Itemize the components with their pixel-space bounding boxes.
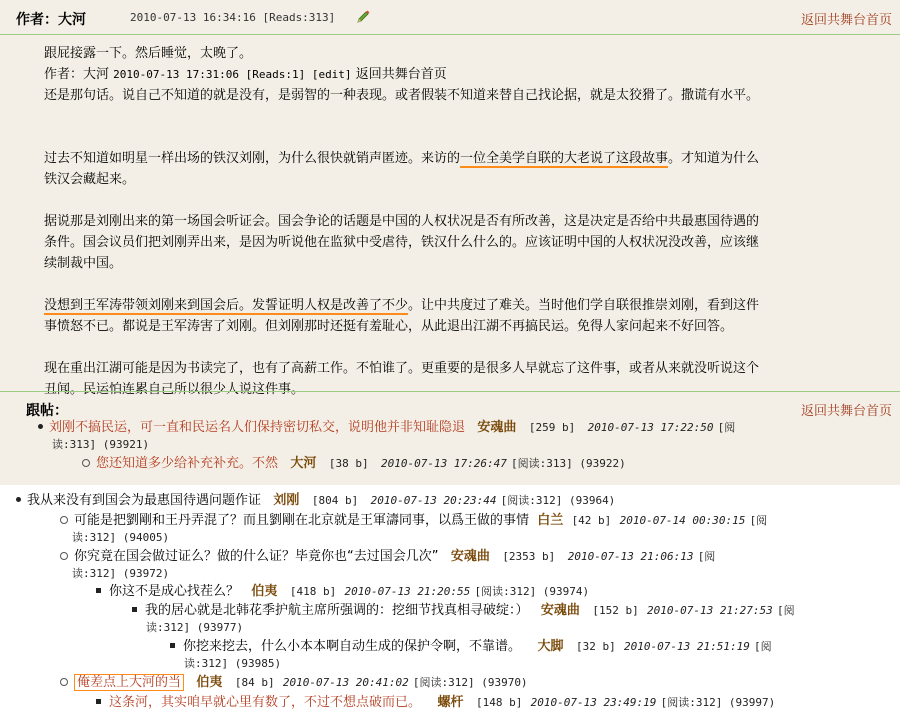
reply-title-link[interactable]: 这条河，其实咱早就心里有数了，不过不想点破而已。 <box>109 695 422 710</box>
reply-item <box>38 417 896 438</box>
reply-author: 刘刚 <box>273 493 300 508</box>
reply-item <box>60 546 896 567</box>
reply-author: 大河 <box>290 456 317 471</box>
reply-title-link[interactable]: 你挖来挖去，什么小本本啊自动生成的保护令啊，不靠谱。 <box>183 639 522 654</box>
reply-size: [152 b] <box>592 604 639 617</box>
reply-author: 大脚 <box>537 639 564 654</box>
section-divider <box>0 485 900 488</box>
byline-author: 作者：大河 <box>44 67 114 82</box>
bullet-icon <box>60 516 68 524</box>
reply-reads: [阅 <box>717 421 736 434</box>
reply-item <box>132 600 896 621</box>
back-to-home-link[interactable]: 返回共舞台首页 <box>800 404 892 419</box>
bullet-icon <box>60 678 68 686</box>
reply-reads-continued: 读:312] (94005) <box>72 531 170 544</box>
highlight-underline: 没想到王军涛带领刘刚来到国会后。发誓证明人权是改善了不少 <box>44 298 409 313</box>
bullet-icon <box>16 497 21 502</box>
reply-reads-continued: 读:312] (93977) <box>146 621 244 634</box>
reply-item <box>96 692 775 713</box>
reply-time: 2010-07-13 21:06:13 <box>567 550 694 563</box>
post-header <box>0 0 900 35</box>
body-paragraph: 铁汉会藏起来。 <box>44 172 136 187</box>
reply-reads-continued: 读:313] (93921) <box>52 438 150 451</box>
bullet-icon <box>96 588 101 593</box>
reply-size: [2353 b] <box>502 550 556 563</box>
back-to-home-link[interactable]: 返回共舞台首页 <box>800 13 892 28</box>
reply-title-link[interactable]: 我从来没有到国会为最惠国待遇问题作证 <box>27 493 262 508</box>
body-line: 还是那句话。说自己不知道的就是没有，是弱智的一种表现。或者假装不知道来替自己找论据，就是太狡猾了。撒谎有水平。 <box>44 88 760 103</box>
reply-item <box>96 581 589 602</box>
reply-author: 白兰 <box>537 513 564 528</box>
replies-label: 跟帖： <box>26 403 68 419</box>
reply-title-link[interactable]: 可能是把劉剛和王丹弄混了？而且劉剛在北京就是王軍濤同事，以爲王做的事情 <box>74 513 530 528</box>
reply-time: 2010-07-13 17:26:47 <box>381 457 507 470</box>
bullet-icon <box>82 459 90 467</box>
reply-item <box>16 490 615 511</box>
reply-reads: [阅 <box>697 550 716 563</box>
reply-reads: [阅读:312] (93964) <box>500 494 616 507</box>
reply-title-link[interactable]: 您还知道多少给补充补充。不然 <box>96 456 279 471</box>
byline-home-link[interactable]: 返回共舞台首页 <box>351 67 447 82</box>
bullet-icon <box>60 552 68 560</box>
bullet-icon <box>170 643 175 648</box>
body-line <box>44 64 879 85</box>
reply-size: [148 b] <box>475 696 523 709</box>
reply-title-link[interactable]: 我的居心就是北韩花季护航主席所强调的：挖细节找真相寻破绽：） <box>145 603 529 618</box>
reply-size: [418 b] <box>289 585 337 598</box>
reply-item <box>60 510 896 531</box>
post-body <box>44 43 879 400</box>
reply-author: 伯夷 <box>196 675 223 690</box>
reply-author: 安魂曲 <box>540 603 580 618</box>
reply-time: 2010-07-13 21:27:53 <box>646 604 773 617</box>
body-paragraph: 续制裁中国。 <box>44 256 123 271</box>
reply-title-link[interactable]: 刘刚不搞民运，可一直和民运名人们保持密切私交，说明他并非知耻隐退 <box>49 420 466 435</box>
reply-size: [84 b] <box>234 676 275 689</box>
reply-item <box>82 453 626 474</box>
reply-size: [42 b] <box>571 514 612 527</box>
body-paragraph: 过去不知道如明星一样出场的铁汉刘刚，为什么很快就销声匿迹。来访的一位全美学自联的大老说了这段故事。才知道为什么 <box>44 151 760 166</box>
post-meta: 2010-07-13 16:34:16 [Reads:313] <box>130 11 336 24</box>
reply-size: [804 b] <box>311 494 359 507</box>
reply-reads: [阅读:312] (93974) <box>474 585 590 598</box>
reply-author: 伯夷 <box>251 584 278 599</box>
bullet-icon <box>38 424 43 429</box>
bullet-icon <box>132 607 137 612</box>
reply-time: 2010-07-13 20:23:44 <box>370 494 497 507</box>
reply-reads: [阅 <box>753 640 772 653</box>
reply-reads-continued: 读:312] (93985) <box>184 657 282 670</box>
reply-size: [38 b] <box>328 457 369 470</box>
reply-reads: [阅 <box>749 514 768 527</box>
reply-title-link[interactable]: 你这不是成心找茬么？ <box>109 584 240 599</box>
reply-author: 安魂曲 <box>477 420 517 435</box>
highlight-underline: 一位全美学自联的大老说了这段故事 <box>460 151 669 166</box>
reply-time: 2010-07-13 17:22:50 <box>587 421 714 434</box>
reply-author: 安魂曲 <box>450 549 490 564</box>
body-paragraph: 丑闻。民运怕连累自己所以很少人说这件事。 <box>44 382 305 397</box>
body-line: 跟屁接露一下。然后睡觉，太晚了。 <box>44 46 253 61</box>
reply-title-link[interactable]: 俺差点上大河的当 <box>74 674 184 691</box>
reply-title-link[interactable]: 你究竟在国会做过证么？做的什么证？毕竟你也“去过国会几次” <box>74 549 439 564</box>
reply-time: 2010-07-13 20:41:02 <box>282 676 409 689</box>
body-paragraph: 事愤怒不已。都说是王军涛害了刘刚。但刘刚那时还挺有羞耻心，从此退出江湖不再搞民运。免得人家问起来不好回答。 <box>44 319 734 334</box>
reply-reads: [阅读:313] (93922) <box>510 457 626 470</box>
reply-time: 2010-07-13 23:49:19 <box>530 696 657 709</box>
reply-author: 螺杆 <box>437 695 464 710</box>
reply-time: 2010-07-13 21:20:55 <box>344 585 471 598</box>
author-label: 作者：大河 <box>16 12 86 28</box>
body-paragraph: 没想到王军涛带领刘刚来到国会后。发誓证明人权是改善了不少。让中共度过了难关。当时他们学自联很推崇刘刚，看到这件 <box>44 298 760 313</box>
reply-reads: [阅读:312] (93970) <box>412 676 528 689</box>
reply-reads: [阅读:312] (93997) <box>660 696 776 709</box>
body-paragraph: 据说那是刘刚出来的第一场国会听证会。国会争论的话题是中国的人权状况是否有所改善，这是决定是否给中共最惠国待遇的 <box>44 214 760 229</box>
bullet-icon <box>96 699 101 704</box>
reply-item <box>60 672 528 693</box>
reply-size: [32 b] <box>575 640 616 653</box>
reply-reads-continued: 读:312] (93972) <box>72 567 170 580</box>
reply-time: 2010-07-14 00:30:15 <box>619 514 746 527</box>
reply-time: 2010-07-13 21:51:19 <box>623 640 750 653</box>
body-paragraph: 现在重出江湖可能是因为书读完了，也有了高薪工作。不怕谁了。更重要的是很多人早就忘了这件事，或者从来就没听说这个 <box>44 361 760 376</box>
pencil-icon[interactable] <box>355 9 371 25</box>
byline-meta: 2010-07-13 17:31:06 [Reads:1] [edit] <box>113 68 352 81</box>
reply-reads: [阅 <box>776 604 795 617</box>
reply-size: [259 b] <box>528 421 576 434</box>
replies-header <box>0 391 900 420</box>
body-paragraph: 条件。国会议员们把刘刚弄出来，是因为听说他在监狱中受虐待，铁汉什么什么的。应该证明中国的人权状况没改善，应该继 <box>44 235 760 250</box>
